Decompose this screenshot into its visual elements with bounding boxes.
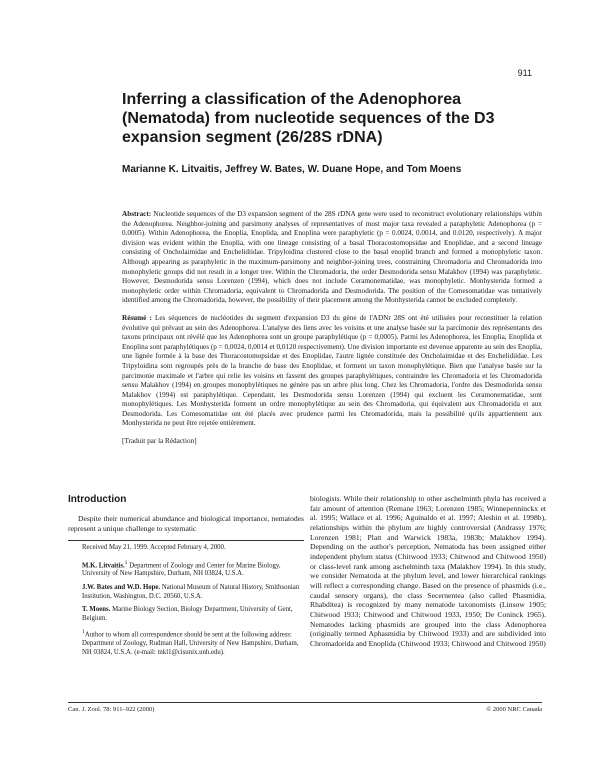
affiliation-litvaitis-text: Department of Zoology and Center for Marine Biology, University of New Hampshire, Durham, NH 03824, U.S.A. (82, 561, 281, 578)
affiliation-bates-hope-name: J.W. Bates and W.D. Hope. (82, 584, 161, 592)
translator-note: [Traduit par la Rédaction] (122, 437, 197, 446)
introduction-left-text (68, 514, 304, 534)
footnote-divider (68, 540, 304, 541)
affiliation-litvaitis-name: M.K. Litvaitis. (82, 561, 125, 569)
introduction-left-body: Despite their numerical abundance and biological importance, nematodes represent a unique challenge to systematic (68, 514, 304, 533)
introduction-heading: Introduction (68, 494, 127, 505)
resume-label: Résumé : (122, 313, 152, 322)
introduction-right-text: biologists. While their relationship to other aschelminth phyla has received a fair amount of attention (Remane 1963; Lorenzen 1985; Winnepenninckx et al. 1995; Wallace et al. 1996; Aguinaldo et al. 1997; Aleshin et al. 1998b), relationships within the phylum are highly controversial (Andrassy 1976; Lorenzen 1981; Platt and Warwick 1983a, 1983b; Malakhov 1994). Depending on the author's perception, Nematoda has been assigned either independent phylum status (Chitwood 1933; Chitwood and Chitwood 1950) or class-level rank among aschelminth taxa (Malakhov 1994). In this study, we consider Nematoda at the phylum level, and lower hierarchical rankings will reflect a corresponding change. Based on the presence of phasmids (i.e., caudal sensory organs), the class Secernentea (also called Phasmidia, Rhabditea) is recognized by many nematode taxonomists (Linsow 1905; Chitwood 1933; Chitwood and Chitwood 1933, 1950; De Coninck 1965). Nematodes lacking phasmids are grouped into the class Adenophorea (originally termed Aphasmidia by Chitwood 1933) and are subdivided into Chromadorida and Enoplida (Chitwood 1933; Chitwood and Chitwood 1950) (310, 494, 546, 648)
copyright-notice: © 2000 NRC Canada (486, 706, 542, 713)
abstract-text: Nucleotide sequences of the D3 expansion segment of the 28S rDNA gene were used to reconstruct evolutionary relationships within the Adenophorea. Neighbor-joining and parsimony analyses of representatives of most major taxa revealed a paraphyletic Adenophorea (p = 0.0005). Within Adenophorea, the Enoplia, Enoplida, and Enoplina were paraphyletic (p = 0.0024, 0.0014, and 0.0120, respectively). A major division was evident within the Enoplia, with one lineage consisting of a basal Thoracostomopsidae and Enoplidae, and a second lineage consisting of Oncholaimidae and Enchelidiidae. Tripyloidina clustered close to the basal enoplid branch and formed a monophyletic taxon. Although appearing as paraphyletic in the maximum-parsimony and neighbor-joining trees, constraining Chromadoria and Chromadorida into monophyletic groups did not result in a longer tree. Within the Chromadoria, the order Desmodorida sensu Malakhov (1994) was paraphyletic. However, Desmodorida sensu Lorenzen (1994), which does not include Ceramonematidae, was monophyletic. Monhysterida formed a monophyletic order within Chromadoria, equivalent to Chromadorida and Desmodorida. The position of the Comesomatidae was tentatively identified among the Chromadorida, however, the possibility of their placement among the Monhysterida cannot be excluded completely. (122, 210, 542, 305)
page-number: 911 (517, 68, 532, 78)
affiliation-moens-name: T. Moens. (82, 606, 111, 614)
author-footnotes (82, 544, 304, 662)
received-accepted-dates: Received May 21, 1999. Accepted February 4, 2000. (82, 544, 226, 551)
abstract-block (122, 210, 542, 447)
affiliation-bates-hope (82, 584, 304, 601)
resume-paragraph (122, 314, 542, 429)
article-title: Inferring a classification of the Adenophorea (Nematoda) from nucleotide sequences of the D3 expansion segment (26/28S rDNA) (122, 91, 495, 146)
affiliation-moens (82, 606, 304, 623)
abstract-paragraph (122, 210, 542, 306)
abstract-label: Abstract: (122, 210, 152, 218)
affiliation-litvaitis (82, 559, 304, 579)
affiliation-bates-hope-text: National Museum of Natural History, Smithsonian Institution, Washington, D.C. 20560, U.S.A. (82, 584, 300, 600)
correspondence-marker: 1 (82, 629, 85, 636)
footer-divider (68, 702, 542, 703)
resume-text: Les séquences de nucléotides du segment d'expansion D3 du gène de l'ADNr 28S ont été utilisées pour reconstituer la relation évolutive qui prévaut au sein des Adenophorea. L'analyse des liens avec les voisins et une analyse basée sur la parcimonie des représentants des taxons principaux ont révélé que les Adenophorea sont un groupe paraphylétique (p = 0,0005). Parmi les Adenophorea, les Enoplia, Enoplida et Enoplina sont paraphylétiques (p = 0,0024, 0,0014 et 0,0120 respectivement). Une division importante est devenue apparente au sein des Enoplia, une lignée formée à la base des Thoracostomopsidae et des Enoplidae, l'autre lignée constituée des Oncholaimidae et des Enchelidiidae. Les Tripyloidina sont regroupés près de la branche de base des Enoplidae, et forment un taxon monophylétique. Bien que l'analyse basée sur la parcimonie maximale et l'arbre qui relie les voisins en fassent des groupes paraphylétiques, contraindre les Chromadoria et les Chromadorida sensu Malakhov (1994) en groupes monophylétiques ne génère pas un arbre plus long. Chez les Chromadoria, l'ordre des Desmodorida sensu Malakhov (1994) est paraphylétique. Cependant, les Desmodorida sensu Lorenzen (1994) qui excluent les Ceramonematidae, sont monophylétiques. Les Monhysterida forment un ordre monophylétique au sein des Chromadoria, qui équivalent aux Chromadorida et aux Desmodorida. Les Comesomatidae ont été placés avec prudence parmi les Chromadorida, mais la possibilité qu'ils appartiennent aux Monhysterida ne peut être rejetée entièrement. (122, 313, 543, 428)
correspondence-text: Author to whom all correspondence should be sent at the following address: Department of Zoology, Rudman Hall, University of New Hampshire, Durham, NH 03824, U.S.A. (e-mail: mkl1@cisunix.unh.edu). (82, 631, 299, 656)
author-list: Marianne K. Litvaitis, Jeffrey W. Bates, W. Duane Hope, and Tom Moens (122, 164, 462, 175)
correspondence-note (82, 628, 304, 657)
journal-citation: Can. J. Zool. 78: 911–922 (2000) (68, 706, 155, 713)
affiliation-moens-text: Marine Biology Section, Biology Department, University of Gent, Belgium. (82, 606, 293, 622)
affiliation-litvaitis-marker: 1 (124, 559, 128, 566)
